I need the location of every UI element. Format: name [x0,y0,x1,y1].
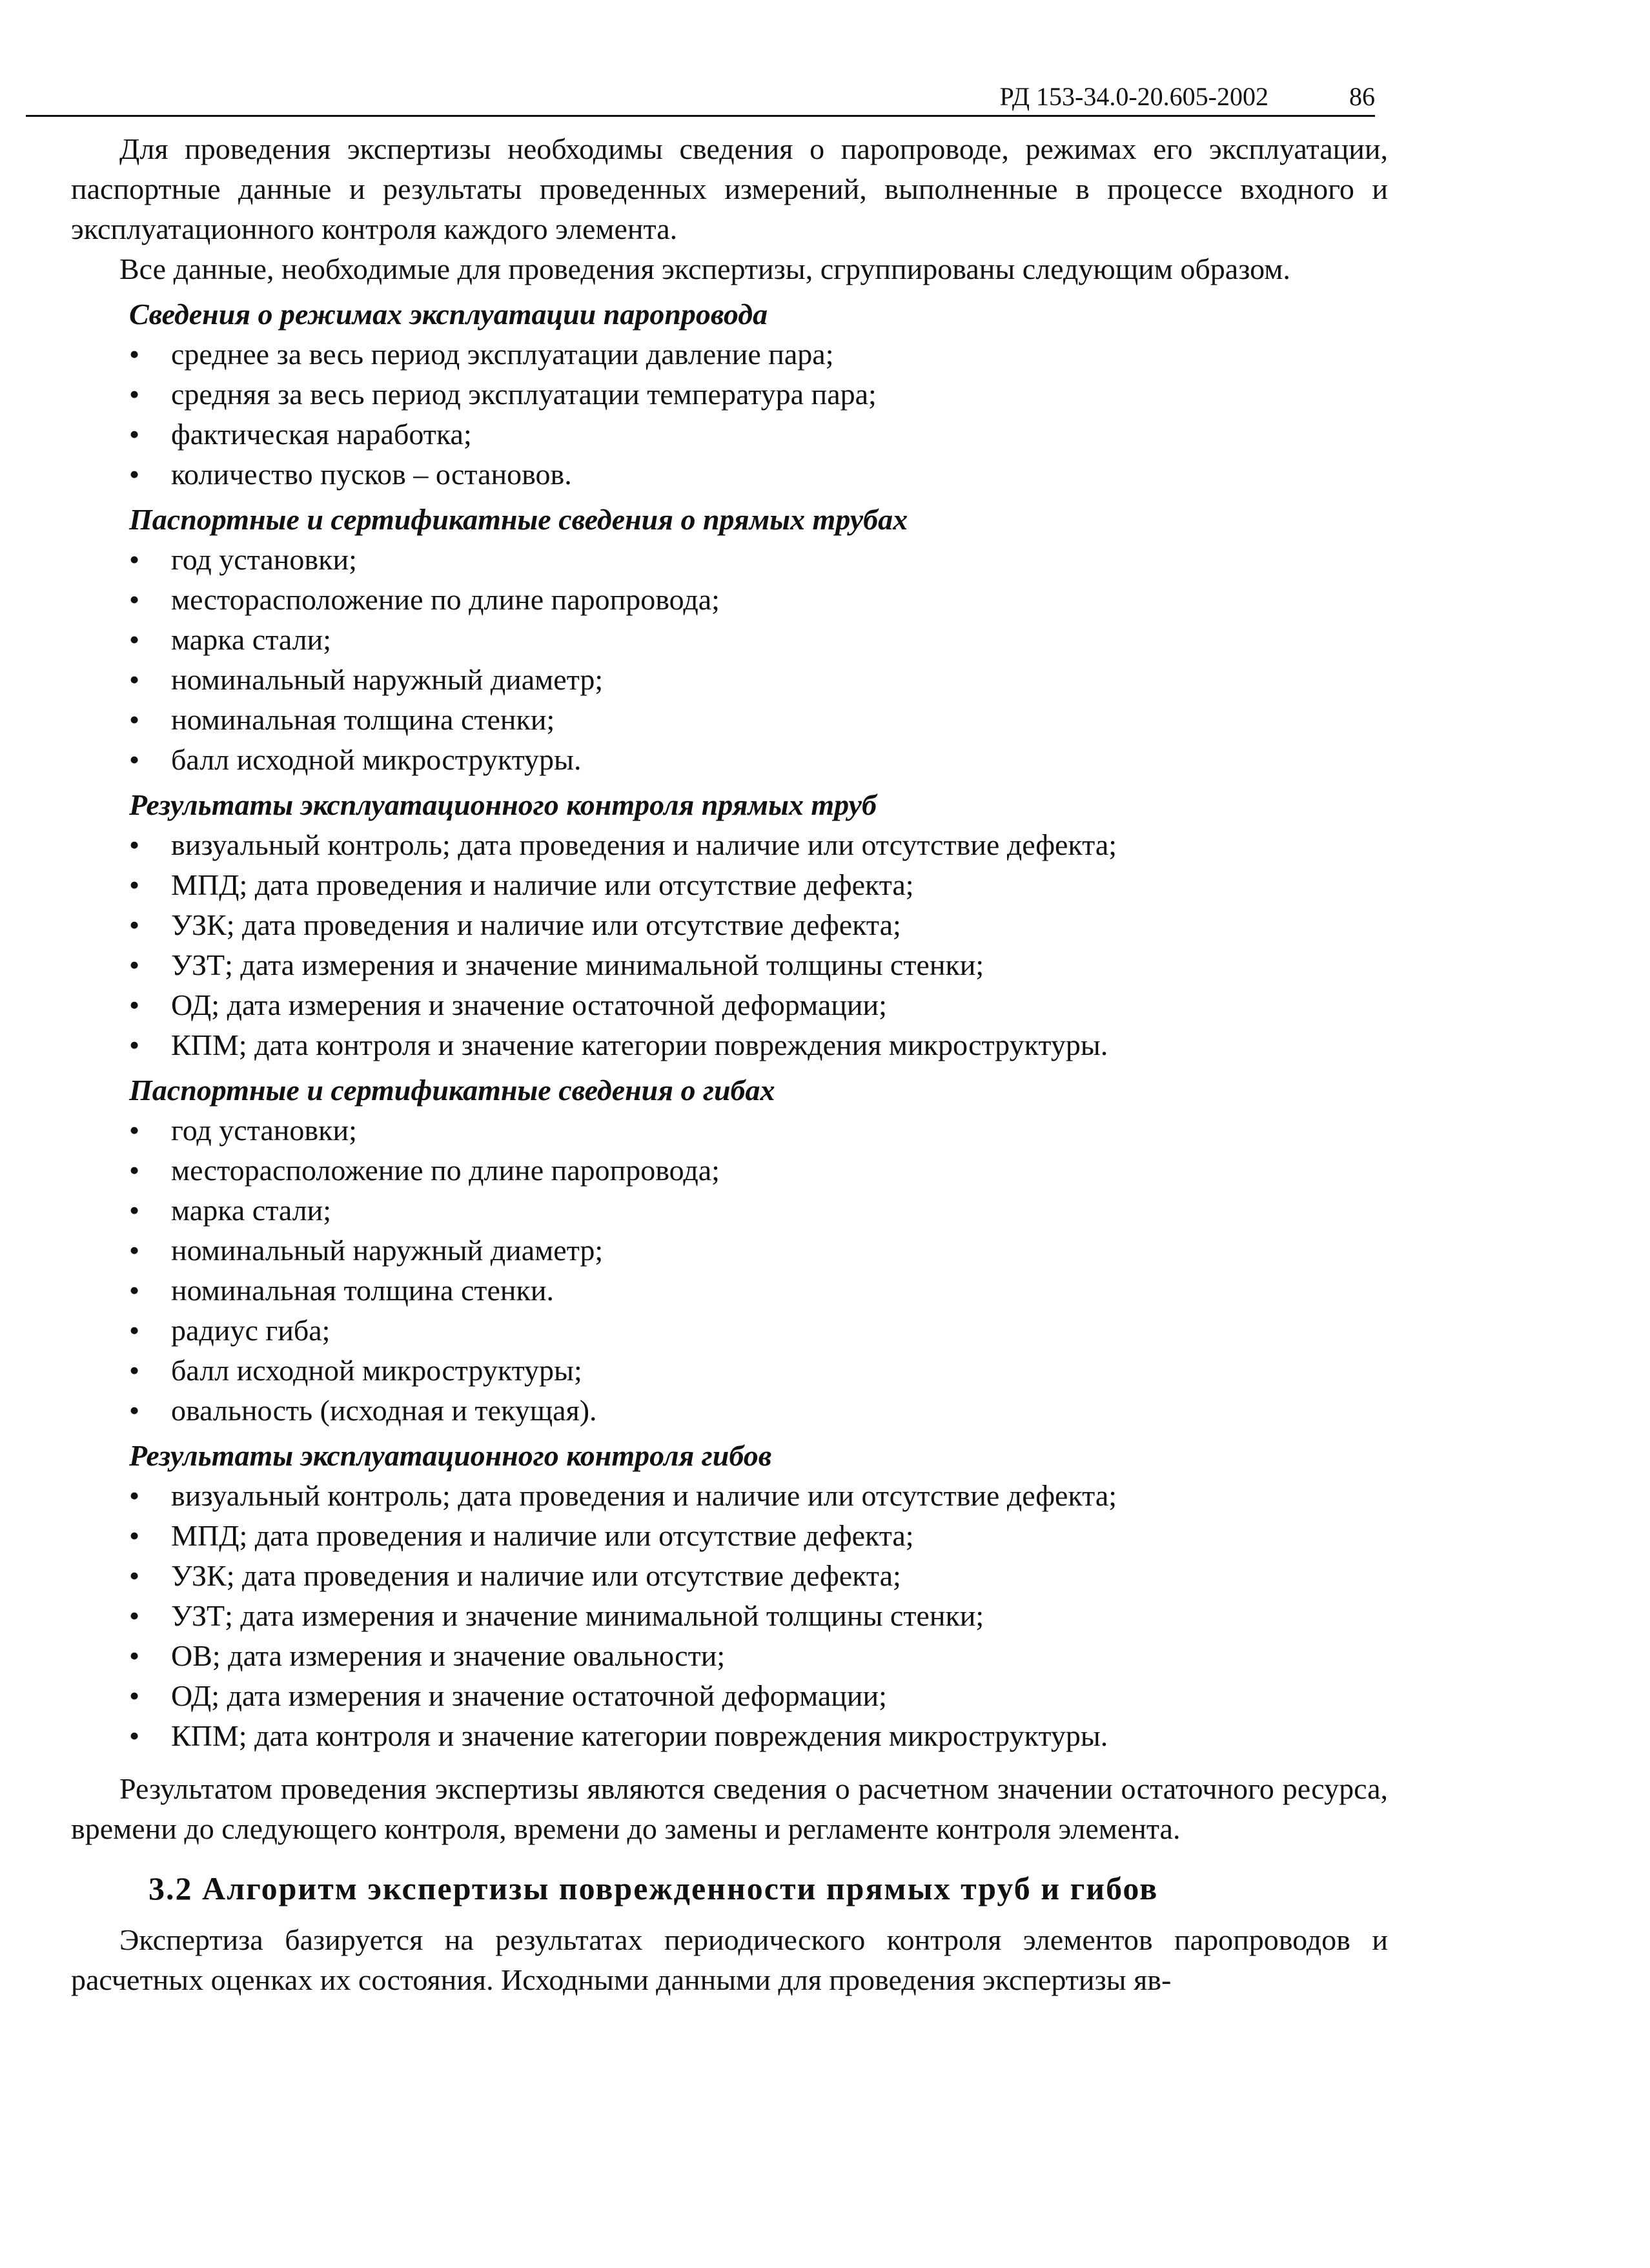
list-item: • количество пусков – остановов. [71,455,1388,495]
bullet-icon: • [129,1028,140,1061]
list-item: • ОД; дата измерения и значение остаточной деформации; [71,985,1388,1025]
bullet-icon: • [129,1639,140,1672]
bullet-icon: • [129,1314,140,1347]
bullet-icon: • [129,1354,140,1387]
bullet-icon: • [129,458,140,491]
section-title: Результаты эксплуатационного контроля гибов [129,1439,772,1472]
list-item: • ОВ; дата измерения и значение овальности; [71,1636,1388,1676]
bullet-icon: • [129,1114,140,1147]
bullet-icon: • [129,583,140,616]
bullet-icon: • [129,1234,140,1267]
list-item: • номинальный наружный диаметр; [71,660,1388,700]
bullet-icon: • [129,418,140,451]
section-bends-inspection [71,1436,1388,1756]
list-item: • УЗК; дата проведения и наличие или отсутствие дефекта; [71,1556,1388,1596]
section-straight-pipes-passport [71,500,1388,780]
bullet-icon: • [129,623,140,656]
list-item: • радиус гиба; [71,1311,1388,1351]
list-item: • КПМ; дата контроля и значение категории повреждения микроструктуры. [71,1716,1388,1756]
list-item: • овальность (исходная и текущая). [71,1391,1388,1431]
bullet-icon: • [129,828,140,861]
bullet-icon: • [129,1274,140,1307]
list-item: • визуальный контроль; дата проведения и наличие или отсутствие дефекта; [71,1476,1388,1516]
bullet-icon: • [129,1394,140,1427]
list-item: • месторасположение по длине паропровода; [71,580,1388,620]
document-code: РД 153-34.0-20.605-2002 [999,82,1268,111]
list-item: • УЗТ; дата измерения и значение минимальной толщины стенки; [71,1596,1388,1636]
bullet-icon: • [129,378,140,411]
bullet-icon: • [129,703,140,736]
list-item: • МПД; дата проведения и наличие или отсутствие дефекта; [71,865,1388,905]
section-heading-3-2: 3.2 Алгоритм экспертизы поврежденности прямых труб и гибов [148,1870,1159,1906]
list-item: • марка стали; [71,1190,1388,1231]
final-paragraph: Экспертиза базируется на результатах периодического контроля элементов паропроводов и расчетных оценках их состояния. Исходными данными для проведения экспертизы яв- [71,1923,1388,1996]
bullet-list [71,334,1388,495]
list-item: • среднее за весь период эксплуатации давление пара; [71,334,1388,374]
section-title: Паспортные и сертификатные сведения о прямых трубах [129,503,908,536]
bullet-list [71,1476,1388,1756]
intro-paragraph-1: Для проведения экспертизы необходимы сведения о паропроводе, режимах его эксплуатации, паспортные данные и результаты проведенных измерений, выполненные в процессе входного и эксплуатационного контроля каждого элемента. [71,132,1388,245]
bullet-icon: • [129,1519,140,1552]
list-item: • средняя за весь период эксплуатации температура пара; [71,374,1388,414]
list-item: • УЗК; дата проведения и наличие или отсутствие дефекта; [71,905,1388,945]
bullet-icon: • [129,988,140,1021]
page-content [71,129,1388,2000]
list-item: • номинальный наружный диаметр; [71,1231,1388,1271]
section-straight-pipes-inspection [71,785,1388,1065]
bullet-icon: • [129,1599,140,1632]
section-title: Паспортные и сертификатные сведения о гибах [129,1074,775,1107]
list-item: • ОД; дата измерения и значение остаточной деформации; [71,1676,1388,1716]
page-header [26,76,1375,117]
bullet-icon: • [129,1194,140,1227]
bullet-icon: • [129,1479,140,1512]
list-item: • фактическая наработка; [71,414,1388,455]
bullet-list [71,1110,1388,1431]
list-item: • год установки; [71,1110,1388,1150]
list-item: • год установки; [71,540,1388,580]
bullet-icon: • [129,1679,140,1712]
bullet-icon: • [129,1719,140,1752]
section-operating-modes [71,294,1388,495]
page-number: 86 [1349,82,1375,111]
result-paragraph: Результатом проведения экспертизы являются сведения о расчетном значении остаточного ресурса, времени до следующего контроля, времени до замены и регламенте контроля элемента. [71,1772,1388,1845]
bullet-icon: • [129,1559,140,1592]
bullet-icon: • [129,908,140,941]
bullet-list [71,540,1388,780]
list-item: • номинальная толщина стенки; [71,700,1388,740]
bullet-icon: • [129,338,140,371]
list-item: • визуальный контроль; дата проведения и наличие или отсутствие дефекта; [71,825,1388,865]
list-item: • месторасположение по длине паропровода; [71,1150,1388,1190]
bullet-icon: • [129,663,140,696]
list-item: • балл исходной микроструктуры; [71,1351,1388,1391]
bullet-icon: • [129,948,140,981]
list-item: • марка стали; [71,620,1388,660]
list-item: • балл исходной микроструктуры. [71,740,1388,780]
bullet-icon: • [129,868,140,901]
section-title: Результаты эксплуатационного контроля прямых труб [129,788,877,821]
intro-paragraph-2: Все данные, необходимые для проведения экспертизы, сгруппированы следующим образом. [119,252,1290,285]
list-item: • номинальная толщина стенки. [71,1271,1388,1311]
section-bends-passport [71,1070,1388,1431]
bullet-icon: • [129,543,140,576]
list-item: • УЗТ; дата измерения и значение минимальной толщины стенки; [71,945,1388,985]
bullet-icon: • [129,743,140,776]
section-title: Сведения о режимах эксплуатации паропровода [129,298,768,331]
bullet-list [71,825,1388,1065]
list-item: • МПД; дата проведения и наличие или отсутствие дефекта; [71,1516,1388,1556]
list-item: • КПМ; дата контроля и значение категории повреждения микроструктуры. [71,1025,1388,1065]
bullet-icon: • [129,1154,140,1187]
